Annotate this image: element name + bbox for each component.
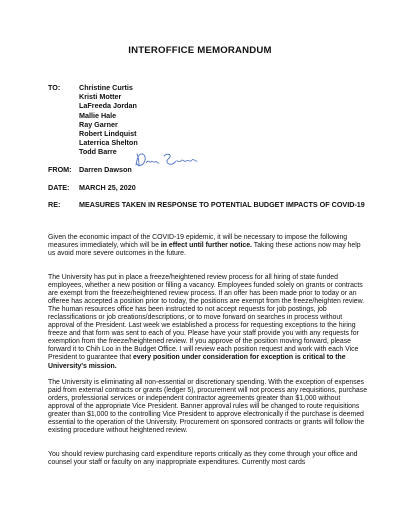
from-label: FROM: bbox=[48, 165, 72, 174]
recipient: Mallie Hale bbox=[79, 110, 117, 120]
paragraph-1 bbox=[48, 234, 368, 258]
paragraph-4: You should review purchasing card expenditure reports critically as they come through your office and counsel your staff or faculty on any inappropriate expenditures. Currently most cards bbox=[48, 451, 358, 467]
paragraph-text: Given the economic impact of the COVID-19 epidemic, it will be necessary to impose the following measures immediately, which will be bbox=[48, 234, 348, 250]
recipient: Ray Garner bbox=[79, 119, 118, 129]
paragraph-text: Taking these actions now may help us avoid more severe outcomes in the future. bbox=[48, 242, 361, 258]
paragraph-emphasis: every position under consideration for exception is critical to the University's mission. bbox=[48, 354, 346, 370]
recipient: Todd Barre bbox=[79, 147, 117, 157]
from-value: Darren Dawson bbox=[79, 165, 132, 174]
recipient: LaFreeda Jordan bbox=[79, 101, 137, 111]
to-label: TO: bbox=[48, 83, 61, 92]
date-value: MARCH 25, 2020 bbox=[79, 183, 136, 192]
recipient: Laterrica Shelton bbox=[79, 138, 138, 148]
paragraph-3: The University is eliminating all non-essential or discretionary spending. With the exception of expenses paid from external contracts or grants (ledger 5), procurement will not process any requisitions, purchase orders, professional services or independent contractor agreements greater than $1,000 without approval of the appropriate Vice President. Banner approval rules will be changed to route requisitions greater than $1,000 to the controlling Vice President to approve electronically if the purchase is deemed essential to the operation of the University. Procurement on sponsored contracts or grants will follow the existing procedure without heightened review. bbox=[48, 379, 368, 435]
recipient: Kristi Motter bbox=[79, 92, 122, 102]
recipient: Christine Curtis bbox=[79, 83, 133, 92]
date-label: DATE: bbox=[48, 183, 70, 192]
memo-title: INTEROFFICE MEMORANDUM bbox=[128, 45, 272, 56]
paragraph-text: The University has put in place a freeze/heightened review process for all hiring of state funded employees, whether a new position or filling a vacancy. Employees funded solely on grants or contracts are exempt from the freeze/heightened review process. If an offer has been made prior to today or an offeree has accepted a position prior to today, the positions are exempt from the freeze/heighten review. The human resources office has been instructed to not accept requests for job postings, job reclassifications or job creations/descriptions, or to move forward on searches in process without approval of the President. Last week we established a process for requesting exceptions to the hiring freeze and that form was sent to each of you. Please have your staff provide you with any requests for exemption from the freeze/heightened review. If you approve of the position moving forward, please forward it to Chih Loo in the Budget Office. I will review each position request and work with each Vice President to guarantee that bbox=[48, 274, 365, 362]
re-label: RE: bbox=[48, 200, 61, 209]
re-subject: MEASURES TAKEN IN RESPONSE TO POTENTIAL BUDGET IMPACTS OF COVID-19 bbox=[79, 200, 365, 209]
paragraph-2 bbox=[48, 274, 368, 371]
signature-image bbox=[133, 150, 199, 172]
recipient: Robert Lindquist bbox=[79, 129, 137, 139]
paragraph-emphasis: in effect until further notice. bbox=[160, 242, 252, 250]
recipient-list bbox=[79, 83, 138, 157]
